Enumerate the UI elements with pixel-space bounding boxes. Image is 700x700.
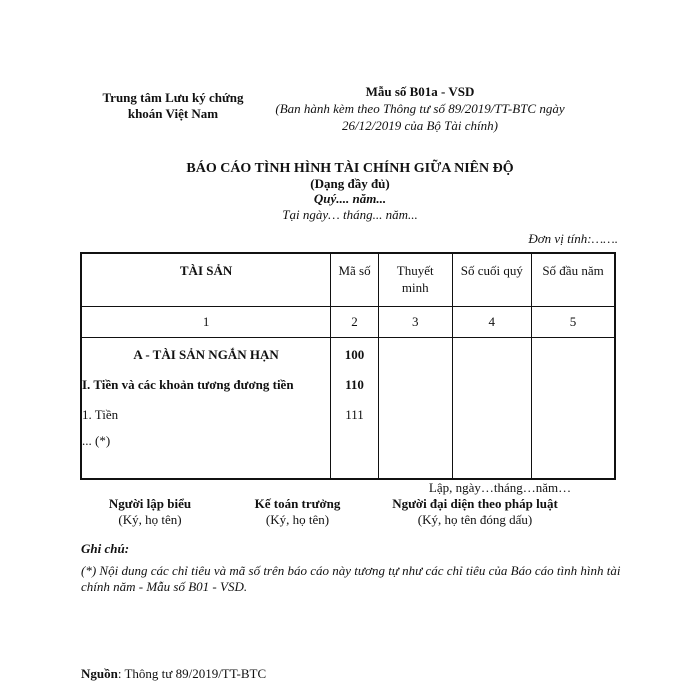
header-end-of-quarter: Số cuối quý [452, 253, 531, 307]
start-of-year-cell [532, 338, 615, 480]
header-code: Mã số [331, 253, 379, 307]
column-number: 3 [378, 307, 452, 338]
header-assets: TÀI SẢN [81, 253, 331, 307]
column-number: 1 [81, 307, 331, 338]
header-start-of-year: Số đầu năm [532, 253, 615, 307]
row-codes-cell [331, 338, 379, 480]
column-number: 2 [331, 307, 379, 338]
organization-name-line1: Trung tâm Lưu ký chứng [102, 90, 244, 105]
column-number: 5 [532, 307, 615, 338]
table-header-row [81, 253, 615, 307]
organization-name-line2: khoán Việt Nam [127, 106, 219, 121]
chief-accountant-note: (Ký, họ tên) [265, 512, 330, 527]
row-label-short-term-assets: A - TÀI SẢN NGẮN HẠN [133, 347, 279, 362]
form-issue-line1: (Ban hành kèm theo Thông tư số 89/2019/TT-BTC ngày [275, 101, 565, 116]
row-labels-cell [81, 338, 331, 480]
signature-chief-accountant [240, 496, 355, 528]
explanation-cell [378, 338, 452, 480]
form-issue-line2: 26/12/2019 của Bộ Tài chính) [342, 118, 498, 133]
report-subtitle: (Dạng đầy đủ) [310, 176, 390, 191]
row-label-cash-equivalents: I. Tiền và các khoản tương đương tiền [82, 377, 294, 392]
source-label: Nguồn [81, 666, 118, 681]
notes-body: (*) Nội dung các chỉ tiêu và mã số trên báo cáo này tương tự như các chỉ tiêu của Báo cáo tình hình tài chính năm - Mẫu số B01 - VSD. [81, 563, 621, 594]
report-title: BÁO CÁO TÌNH HÌNH TÀI CHÍNH GIỮA NIÊN ĐỘ [186, 161, 514, 176]
notes-title: Ghi chú: [81, 541, 130, 556]
unit-label: Đơn vị tính:……. [528, 231, 618, 246]
row-code-100: 100 [344, 347, 365, 362]
source-text: : Thông tư 89/2019/TT-BTC [117, 666, 267, 681]
chief-accountant-title: Kế toán trưởng [254, 496, 341, 511]
signature-preparer [95, 496, 205, 528]
report-date-line: Tại ngày… tháng... năm... [282, 207, 418, 222]
preparer-note: (Ký, họ tên) [118, 512, 182, 527]
row-code-110: 110 [345, 377, 364, 392]
signature-legal-representative [380, 496, 570, 528]
form-number-block [270, 83, 570, 134]
header-explanation-line2: minh [401, 280, 429, 295]
row-label-other: ... (*) [82, 433, 111, 448]
end-of-quarter-cell [452, 338, 531, 480]
table-body-row [81, 338, 615, 480]
organization-name [88, 90, 258, 122]
header-explanation-line1: Thuyết [396, 263, 434, 278]
form-number: Mẫu số B01a - VSD [365, 84, 475, 99]
column-number: 4 [452, 307, 531, 338]
assets-table [80, 252, 616, 480]
preparer-title: Người lập biểu [108, 496, 192, 511]
row-code-111: 111 [345, 407, 364, 422]
report-quarter: Quý.... năm... [313, 191, 387, 206]
column-number-row [81, 307, 615, 338]
row-label-cash: 1. Tiền [82, 407, 119, 422]
signature-date-line: Lập, ngày…tháng…năm… [428, 480, 572, 495]
legal-rep-note: (Ký, họ tên đóng dấu) [417, 512, 533, 527]
header-explanation [378, 253, 452, 307]
source-line [81, 666, 266, 682]
legal-rep-title: Người đại diện theo pháp luật [392, 496, 558, 511]
